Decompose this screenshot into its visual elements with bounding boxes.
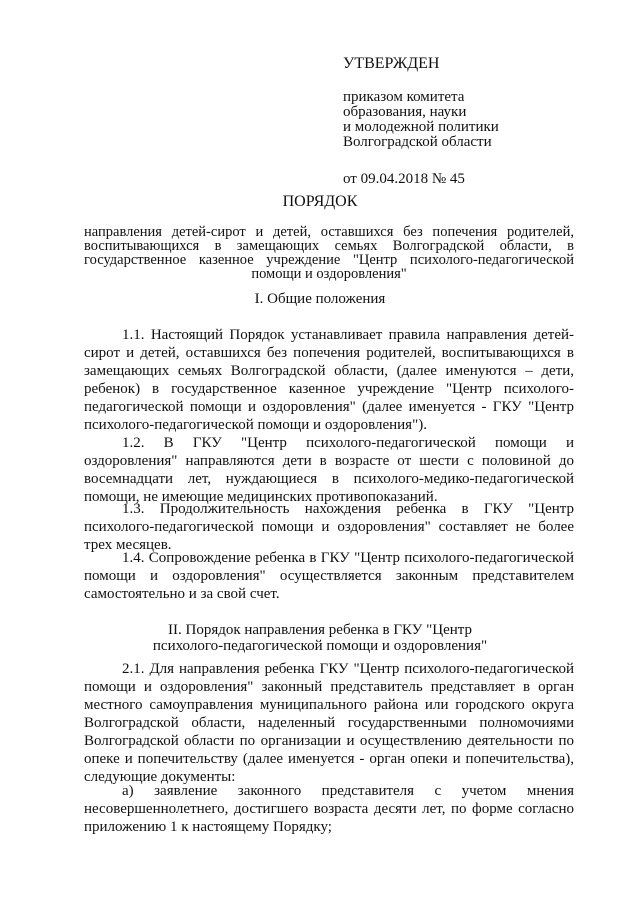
section-2-heading-line-2: психолого-педагогической помощи и оздоровления"	[152, 638, 488, 654]
paragraph-1-2: 1.2. В ГКУ "Центр психолого-педагогической помощи и оздоровления" направляются дети в возрасте от шести с половиной до восемнадцати лет, нуждающиеся в психолого-медико-педагогической помощи, не имеющие медицинских противопоказаний.	[84, 435, 574, 505]
paragraph-1-1: 1.1. Настоящий Порядок устанавливает правила направления детей-сирот и детей, оставшихся без попечения родителей, воспитывающихся в замещающих семьях Волгоградской области, (далее именуются – дети, ребенок) в государственное казенное учреждение "Центр психолого-педагогической помощи и оздоровления" (далее именуется - ГКУ "Центр психолого-педагогической помощи и оздоровления").	[84, 327, 574, 433]
document-subtitle: направления детей-сирот и детей, оставшихся без попечения родителей, воспитывающихся в замещающих семьях Волгоградской области, в государственное казенное учреждение "Центр психолого-педагогической помощи и оздоровления"	[84, 224, 574, 282]
approval-line: Волгоградской области	[343, 134, 492, 150]
approval-heading: УТВЕРЖДЕН	[343, 55, 440, 72]
paragraph-1-4: 1.4. Сопровождение ребенка в ГКУ "Центр психолого-педагогической помощи и оздоровления" осуществляется законным представителем самостоятельно и за свой счет.	[84, 550, 574, 602]
approval-line: и молодежной политики	[343, 119, 499, 135]
document-title: ПОРЯДОК	[282, 193, 358, 210]
approval-block	[343, 56, 499, 187]
order-number: от 09.04.2018 № 45	[343, 171, 465, 187]
paragraph-1-3: 1.3. Продолжительность нахождения ребенка в ГКУ "Центр психолого-педагогической помощи и оздоровления" составляет не более трех месяцев.	[84, 501, 574, 553]
paragraph-2-1: 2.1. Для направления ребенка ГКУ "Центр психолого-педагогической помощи и оздоровления" законный представитель представляет в орган местного самоуправления муниципального района или городского округа Волгоградской области, наделенный государственными полномочиями Волгоградской области по организации и осуществлению деятельности по опеке и попечительству (далее именуется - орган опеки и попечительства), следующие документы:	[84, 661, 574, 785]
section-2-heading-line-1: II. Порядок направления ребенка в ГКУ "Центр	[168, 622, 472, 638]
paragraph-2-1-a: а) заявление законного представителя с учетом мнения несовершеннолетнего, достигшего возраста десяти лет, по форме согласно приложению 1 к настоящему Порядку;	[84, 783, 574, 835]
approval-line: приказом комитета	[343, 89, 465, 105]
section-1-heading: I. Общие положения	[254, 291, 386, 307]
approval-line: образования, науки	[343, 104, 467, 120]
section-2-heading	[60, 622, 580, 654]
